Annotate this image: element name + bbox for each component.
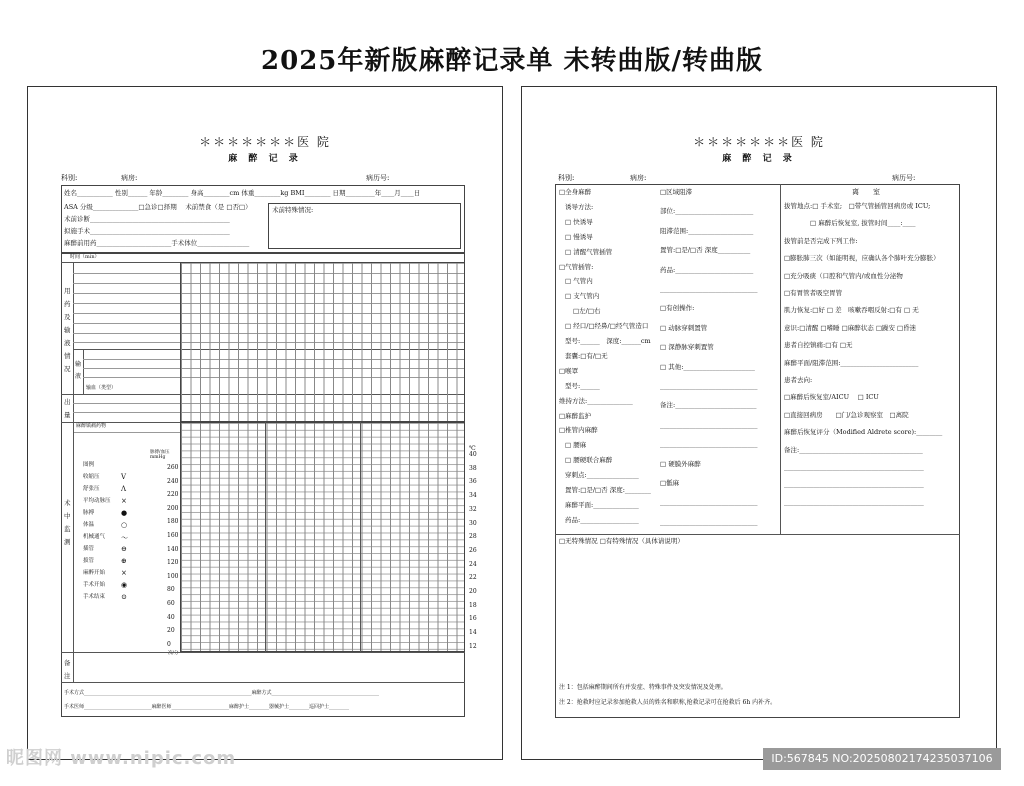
anes-start-icon: × — [121, 569, 127, 577]
bp-tick: 100 — [167, 572, 179, 580]
asa-line[interactable]: ASA 分级______________□急诊□择期 术前禁食（是 □否□） — [64, 203, 252, 211]
diagnosis-line[interactable]: 术前诊断___________________________________________ — [64, 215, 230, 223]
note-1: 注 1：包括麻醉期间所有并发症、特殊事件及突发情况及处理。 — [559, 684, 727, 691]
legend-anes-start: 麻醉开始 — [83, 570, 106, 576]
intubation-icon: ⊖ — [121, 545, 127, 553]
bp-tick: 260 — [167, 464, 179, 471]
col1-row[interactable]: □ 腰硬联合麻醉 — [565, 456, 613, 465]
legend-intubation: 插管 — [83, 546, 95, 552]
col2-row[interactable]: □ 硬膜外麻醉 — [660, 459, 701, 468]
note-2: 注 2：抢救时应记录参加抢救人员的姓名和职称,抢救记录可在抢救后 6h 内补齐。 — [559, 699, 777, 706]
temp-icon: ○ — [121, 521, 128, 529]
bp-tick: 60 — [167, 600, 175, 607]
transfusion-label: 输血（类型） — [86, 385, 117, 391]
col1-row[interactable]: 药品:__________________ — [565, 515, 639, 524]
col2-row[interactable]: 置管:□是/□否 深度__________ — [660, 246, 751, 255]
col2-row[interactable]: ______________________________ — [660, 285, 758, 293]
legend-map: 平均动脉压 — [83, 498, 111, 504]
col1-row[interactable]: 维持方法:______________ — [559, 396, 633, 405]
bp-axis-title: 脉搏/血压 mmHg — [150, 450, 170, 460]
bp-tick: 200 — [167, 504, 179, 512]
col2-row[interactable]: ______________________________ — [660, 440, 758, 449]
temp-tick: 24 — [469, 560, 477, 568]
temp-tick: 36 — [469, 478, 477, 486]
col1-row[interactable]: □ 气管内 — [565, 277, 593, 286]
bp-tick: 80 — [167, 586, 175, 594]
hospital-name: ＊＊＊＊＊＊＊医 院 — [199, 135, 331, 149]
temp-tick: 30 — [469, 519, 477, 527]
time-axis-label: 时间（min） — [70, 254, 100, 260]
case-number-label-right: 病历号: — [892, 174, 916, 182]
col2-row[interactable]: □区域阻滞 — [660, 188, 693, 196]
temp-tick: 12 — [469, 642, 477, 650]
legend — [83, 462, 153, 601]
col2-row[interactable]: 阻滞范围:____________________ — [660, 226, 754, 235]
legend-title: 图例 — [83, 462, 95, 468]
temp-tick: 14 — [469, 629, 477, 637]
temp-tick: 18 — [469, 601, 477, 609]
infusion-label: 输 液 — [75, 361, 82, 380]
legend-ventilation: 机械通气 — [83, 534, 106, 540]
col3-row: 拔管前是否完成下列工作: — [784, 236, 858, 245]
col1-row[interactable]: □麻醉监护 — [559, 411, 592, 420]
col2-row[interactable]: □有创操作: — [660, 304, 695, 313]
col1-row[interactable]: 麻醉平面:______________ — [565, 500, 639, 509]
surgery-end-icon: ⊙ — [121, 593, 127, 601]
col3-row[interactable]: □有胃管者吸空胃管 — [784, 289, 843, 297]
col1-row[interactable]: □ 经口/□经鼻/□经气管造口 — [565, 322, 649, 331]
ventilation-icon: ～ — [121, 534, 128, 542]
col2-row[interactable]: 部位:________________________ — [660, 207, 754, 216]
hospital-name-right: ＊＊＊＊＊＊＊医 院 — [693, 135, 825, 149]
temp-tick: 40 — [469, 451, 477, 458]
col2-row[interactable]: ______________________________ — [660, 517, 758, 526]
bp-tick: 240 — [167, 477, 179, 485]
drug-time-grid[interactable] — [180, 262, 465, 422]
premedication-line[interactable]: 麻醉前用药_______________________手术体位________________ — [64, 239, 250, 247]
col3-row[interactable]: □膨胀肺三次（如能明视，应确认各个肺叶充分膨胀） — [784, 254, 940, 263]
temp-tick: 26 — [469, 546, 477, 554]
col3-row[interactable]: □直接回病房 □门/急诊观察室 □离院 — [784, 410, 909, 419]
special-note-label: 术前特殊情况: — [272, 206, 314, 214]
drug-section-label: 用 药 及 输 液 情 况 — [64, 287, 71, 373]
col2-row[interactable]: 药品:________________________ — [660, 265, 754, 274]
col2-row[interactable]: 备注:_________________________ — [660, 401, 757, 410]
col1-row[interactable]: 型号:______ — [565, 381, 600, 390]
anes-drug-header: 麻醉镇痛药物 — [76, 423, 107, 429]
col1-row[interactable]: □ 支气管内 — [565, 292, 600, 301]
temp-tick: 28 — [469, 533, 477, 541]
legend-temp: 体温 — [83, 522, 95, 528]
output-label: 出 量 — [64, 398, 71, 419]
temp-tick: 32 — [469, 505, 477, 513]
col1-row[interactable]: □全身麻醉 — [559, 188, 592, 196]
ward-room-label-right: 病房: — [630, 174, 647, 182]
col1-row[interactable]: □左/□右 — [573, 307, 601, 316]
col2-row[interactable]: □ 其他:______________________ — [660, 362, 755, 371]
col1-row[interactable]: □喉罩 — [559, 366, 579, 375]
bp-tick: 180 — [167, 518, 179, 526]
col2-row[interactable]: ______________________________ — [660, 498, 758, 507]
col3-row[interactable]: 麻醉后恢复评分（Modified Aldrete score):________ — [784, 428, 943, 437]
remarks-label: 备 注 — [64, 659, 71, 680]
banner-title: 2025年新版麻醉记录单 未转曲版/转曲版 — [261, 46, 763, 76]
col1-row[interactable]: □气管插管: — [559, 262, 594, 271]
temp-tick: 16 — [469, 615, 477, 623]
col1-row[interactable]: 型号:______ 深度:______cm — [565, 337, 651, 345]
col2-row[interactable]: ______________________________ — [660, 420, 758, 429]
col2-row[interactable]: ______________________________ — [660, 382, 758, 390]
col2-row[interactable]: □ 深静脉穿刺置管 — [660, 343, 714, 352]
col3-row[interactable]: 意识:□清醒 □嗜睡 □麻醉状态 □躁安 □昏迷 — [784, 323, 917, 332]
special-situation-row[interactable]: □无特殊情况 □有特殊情况（具体请说明） — [559, 537, 684, 545]
legend-pulse: 脉搏 — [83, 510, 95, 516]
col1-row[interactable]: □ 快诱导 — [565, 217, 593, 226]
col3-row[interactable]: ___________________________________________ — [784, 497, 924, 506]
temp-tick: 38 — [469, 464, 477, 472]
col1-row[interactable]: □ 清醒气管插管 — [565, 247, 613, 256]
col1-row[interactable]: 置管:□是/□否 深度:________ — [565, 486, 651, 494]
planned-surgery-line[interactable]: 拟施手术___________________________________________ — [64, 227, 230, 235]
col3-row[interactable]: □充分吸痰（口腔和气管内/或血性分泌物 — [784, 271, 903, 280]
right-record-sheet — [521, 86, 997, 760]
temp-tick: 22 — [469, 574, 477, 582]
record-subtitle-right: 麻 醉 记 录 — [722, 154, 796, 164]
bp-tick: 20 — [167, 627, 175, 635]
legend-extubation: 拔管 — [83, 558, 95, 564]
col3-row[interactable]: 麻醉平面/阻滞范围:________________________ — [784, 358, 919, 367]
surgery-method-line[interactable]: 手术方式___________________________________________________________________麻醉方式___________________________________________ — [64, 690, 380, 696]
col3-row[interactable]: 备注:______________________________________ — [784, 445, 923, 454]
bp-tick: 140 — [167, 545, 179, 553]
image-id-bar: ID:567845 NO:20250802174235037106 — [763, 748, 1001, 770]
ward-room-label: 病房: — [121, 174, 138, 182]
vitals-grid[interactable] — [180, 422, 465, 652]
legend-surgery-start: 手术开始 — [83, 582, 106, 588]
col3-row: 患者去向: — [784, 376, 813, 384]
temp-unit: ℃ — [469, 445, 476, 452]
left-record-sheet — [27, 86, 503, 760]
bp-tick: 120 — [167, 559, 179, 567]
case-number-label: 病历号: — [366, 174, 390, 182]
nipic-watermark: 昵图网 www.nipic.com — [6, 748, 237, 769]
col1-row[interactable]: 套囊:□有/□无 — [565, 351, 608, 360]
col3-row[interactable]: 肌力恢复:□好 □ 差 咳嗽吞咽反射:□有 □ 无 — [784, 306, 919, 315]
patient-info-line[interactable]: 姓名___________ 性别______ 年龄________ 身高________cm 体重________kg BMI________ 日期_________年____月____日 — [64, 189, 421, 197]
col3-row[interactable]: 拔管地点:□ 手术室; □带气管插管回病房或 ICU; — [784, 202, 931, 210]
bp-tick: 40 — [167, 613, 175, 621]
bp-zero-note: 次/分 — [168, 651, 179, 656]
record-subtitle: 麻 醉 记 录 — [228, 154, 302, 164]
diastolic-icon: Λ — [121, 485, 127, 493]
staff-line[interactable]: 手术医师___________________________麻醉医师_______________________麻醉护士________器械护士________巡回护士________ — [64, 704, 350, 710]
col2-row[interactable]: □骶麻 — [660, 479, 680, 487]
systolic-icon: V — [121, 473, 127, 481]
surgery-start-icon: ◉ — [121, 581, 128, 589]
col3-row[interactable]: ___________________________________________ — [784, 463, 924, 471]
bp-tick: 0 — [167, 640, 171, 648]
col3-row[interactable]: □麻醉后恢复室/AICU □ ICU — [784, 393, 879, 402]
legend-surgery-end: 手术结束 — [83, 594, 106, 600]
col3-row[interactable]: ___________________________________________ — [784, 480, 924, 489]
ward-dept-label-right: 科别: — [558, 174, 575, 182]
monitoring-label: 术 中 监 测 — [64, 499, 71, 546]
ward-dept-label: 科别: — [61, 174, 78, 182]
map-icon: × — [121, 497, 127, 505]
bp-tick: 160 — [167, 532, 179, 539]
col1-row[interactable]: □椎管内麻醉 — [559, 426, 598, 435]
col1-row: 诱导方法: — [565, 202, 594, 211]
temp-tick: 34 — [469, 492, 477, 500]
pulse-icon: ● — [121, 509, 128, 517]
col1-row[interactable]: 穿刺点:________________ — [565, 471, 639, 480]
col1-row[interactable]: □ 慢诱导 — [565, 232, 593, 241]
temp-tick: 20 — [469, 588, 477, 595]
col2-row[interactable]: □ 动脉穿刺置管 — [660, 323, 708, 332]
leave-room-title: 离 室 — [852, 188, 880, 196]
legend-diastolic: 舒张压 — [83, 486, 100, 492]
col3-row[interactable]: 患者自控镇痛:□有 □无 — [784, 341, 853, 350]
legend-systolic: 收缩压 — [83, 474, 100, 480]
col3-row[interactable]: □ 麻醉后恢复室, 拔管时间____:____ — [784, 219, 916, 228]
extubation-icon: ⊕ — [121, 557, 127, 565]
col1-row[interactable]: □ 腰麻 — [565, 441, 587, 450]
bp-tick: 220 — [167, 491, 179, 499]
